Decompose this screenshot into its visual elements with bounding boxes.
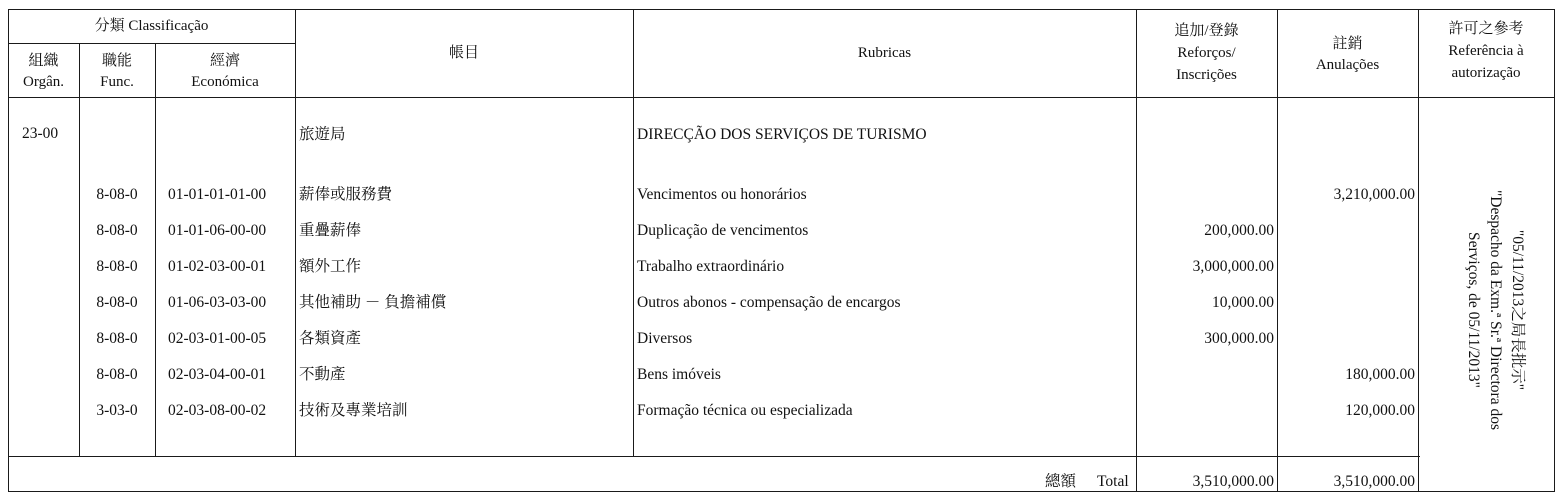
row-rubrica-pt: Vencimentos ou honorários <box>637 186 807 203</box>
table-top-border <box>8 9 1554 10</box>
row-reforco-amount: 3,000,000.00 <box>1192 258 1274 275</box>
col-divider-reforcos <box>1277 9 1278 492</box>
reforcos-header-pt1: Reforços/ <box>1177 45 1236 61</box>
col-divider-econ <box>295 9 296 456</box>
row-item-zh: 額外工作 <box>299 258 362 275</box>
row-func-code: 8-08-0 <box>96 330 138 347</box>
authorization-reference <box>1448 130 1528 490</box>
row-item-zh: 各類資產 <box>299 330 362 347</box>
row-func-code: 8-08-0 <box>96 258 138 275</box>
row-econ-code: 02-03-08-00-02 <box>168 402 267 419</box>
table-right-border <box>1554 9 1555 492</box>
row-econ-code: 01-02-03-00-01 <box>168 258 267 275</box>
classification-divider <box>8 43 295 44</box>
authorization-line-1: "05/11/2013之局長批示" <box>1509 229 1526 391</box>
row-econ-code: 01-06-03-03-00 <box>168 294 267 311</box>
row-item-zh: 其他補助 － 負擔補償 <box>299 294 447 311</box>
row-item-zh: 薪俸或服務費 <box>299 186 393 203</box>
econ-header-zh: 經濟 <box>209 53 240 69</box>
authorization-line-2: "Despacho da Exm.ª Sr.ª Directora dos <box>1487 189 1504 430</box>
col-divider-item <box>633 9 634 456</box>
row-rubrica-pt: Formação técnica ou especializada <box>637 402 853 419</box>
row-func-code: 8-08-0 <box>96 366 138 383</box>
row-item-zh: 重疊薪俸 <box>299 222 362 239</box>
row-econ-code: 02-03-04-00-01 <box>168 366 267 383</box>
classification-header: 分類 Classificação <box>94 18 209 34</box>
organ-name-pt: DIRECÇÃO DOS SERVIÇOS DE TURISMO <box>637 126 927 143</box>
row-rubrica-pt: Bens imóveis <box>637 366 721 383</box>
row-anulacao-amount: 120,000.00 <box>1345 402 1415 419</box>
total-reforcos: 3,510,000.00 <box>1192 473 1274 490</box>
row-func-code: 8-08-0 <box>96 222 138 239</box>
ref-header-pt1: Referência à <box>1448 43 1524 59</box>
ref-header-zh: 許可之參考 <box>1448 21 1524 37</box>
row-func-code: 8-08-0 <box>96 186 138 203</box>
authorization-line-3: Serviços, de 05/11/2013" <box>1465 232 1482 388</box>
row-item-zh: 技術及專業培訓 <box>299 402 408 419</box>
organ-name-zh: 旅遊局 <box>299 126 346 143</box>
row-rubrica-pt: Outros abonos - compensação de encargos <box>637 294 901 311</box>
reforcos-header-zh: 追加/登錄 <box>1174 23 1239 39</box>
row-econ-code: 01-01-01-01-00 <box>168 186 267 203</box>
row-rubrica-pt: Diversos <box>637 330 693 347</box>
organ-header-pt: Orgân. <box>23 74 64 90</box>
total-anulacoes: 3,510,000.00 <box>1333 473 1415 490</box>
row-item-zh: 不動產 <box>299 366 346 383</box>
rubricas-header: Rubricas <box>857 45 912 61</box>
row-reforco-amount: 200,000.00 <box>1204 222 1274 239</box>
row-rubrica-pt: Duplicação de vencimentos <box>637 222 809 239</box>
row-anulacao-amount: 180,000.00 <box>1345 366 1415 383</box>
econ-header-pt: Económica <box>191 74 259 90</box>
col-divider-organ <box>79 43 80 456</box>
total-row-top-border <box>8 456 1420 457</box>
row-reforco-amount: 10,000.00 <box>1212 294 1274 311</box>
row-econ-code: 01-01-06-00-00 <box>168 222 267 239</box>
row-anulacao-amount: 3,210,000.00 <box>1333 186 1415 203</box>
row-reforco-amount: 300,000.00 <box>1204 330 1274 347</box>
row-func-code: 8-08-0 <box>96 294 138 311</box>
ref-header-pt2: autorização <box>1451 65 1521 81</box>
reforcos-header-pt2: Inscrições <box>1176 67 1237 83</box>
table-bottom-border <box>8 491 1554 492</box>
anulacoes-header-zh: 註銷 <box>1332 36 1363 52</box>
row-rubrica-pt: Trabalho extraordinário <box>637 258 785 275</box>
total-label-pt: Total <box>1097 473 1129 490</box>
anulacoes-header-pt: Anulações <box>1315 57 1380 73</box>
func-header-pt: Func. <box>100 74 134 90</box>
organ-code: 23-00 <box>22 125 59 142</box>
total-label-zh: 總額 <box>1045 473 1077 490</box>
header-bottom-border <box>8 97 1554 98</box>
item-header: 帳目 <box>448 45 479 61</box>
organ-header-zh: 組織 <box>28 53 59 69</box>
row-econ-code: 02-03-01-00-05 <box>168 330 267 347</box>
col-divider-anulacoes <box>1418 9 1419 492</box>
row-func-code: 3-03-0 <box>96 402 138 419</box>
func-header-zh: 職能 <box>101 53 132 69</box>
col-divider-func <box>155 43 156 456</box>
